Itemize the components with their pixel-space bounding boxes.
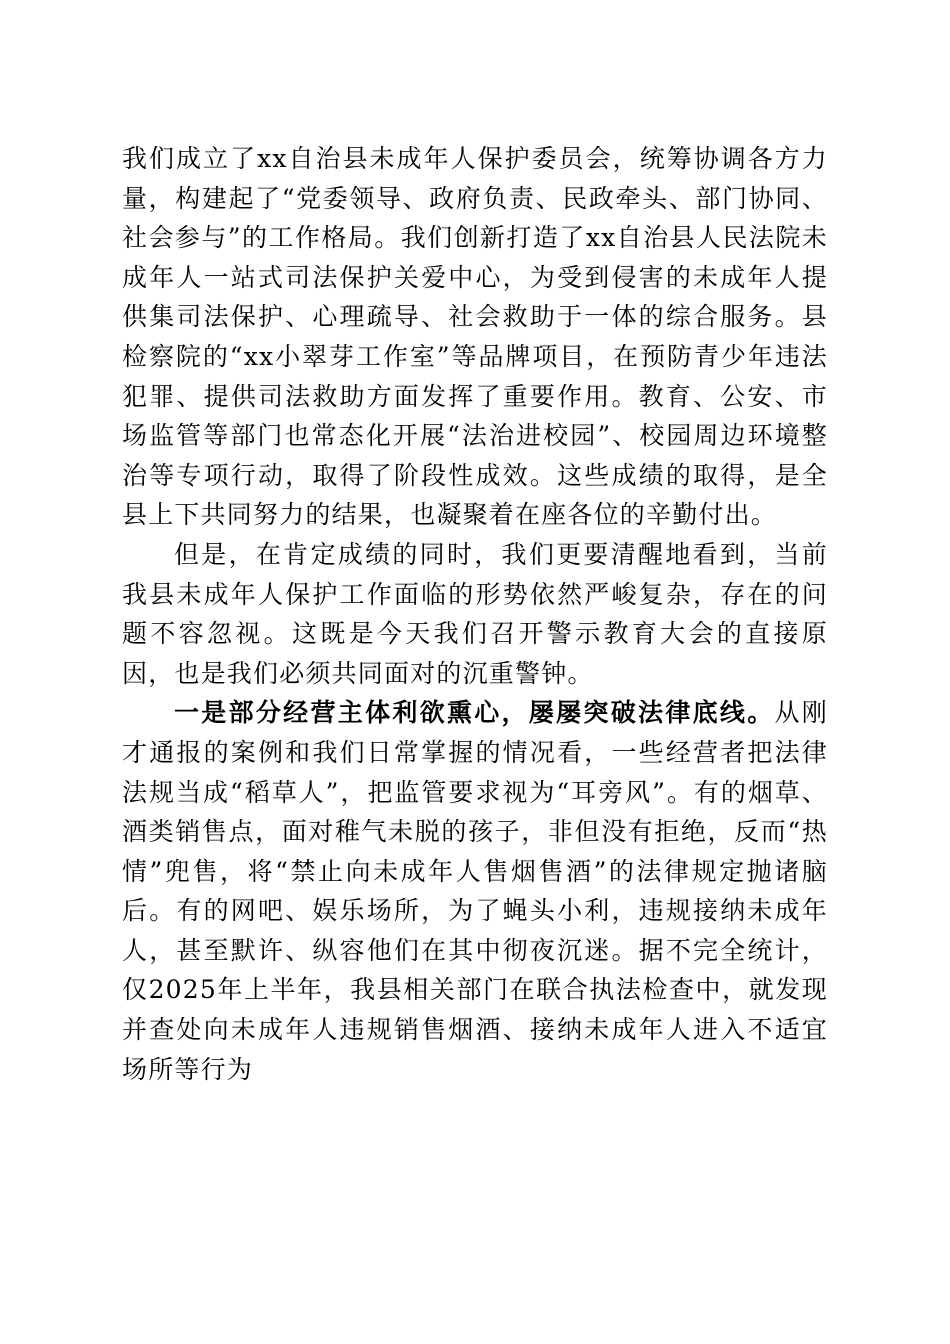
paragraph-2: 但是，在肯定成绩的同时，我们更要清醒地看到，当前我县未成年人保护工作面临的形势依然严峻复杂，存在的问题不容忽视。这既是今天我们召开警示教育大会的直接原因，也是我们必须共同面对的沉重警钟。: [122, 539, 828, 688]
paragraph-3-body: 从刚才通报的案例和我们日常掌握的情况看，一些经营者把法律法规当成“稻草人”，把监管要求视为“耳旁风”。有的烟草、酒类销售点，面对稚气未脱的孩子，非但没有拒绝，反而“热情”兜售，将“禁止向未成年人售烟售酒”的法律规定抛诸脑后。有的网吧、娱乐场所，为了蝇头小利，违规接纳未成年人，甚至默许、纵容他们在其中彻夜沉迷。据不完全统计，仅2025年上半年，我县相关部门在联合执法检查中，就发现并查处向未成年人违规销售烟酒、接纳未成年人进入不适宜场所等行为: [122, 698, 828, 1084]
paragraph-3-heading: 一是部分经营主体利欲熏心，屡屡突破法律底线。: [174, 698, 775, 728]
paragraph-1: 我们成立了xx自治县未成年人保护委员会，统筹协调各方力量，构建起了“党委领导、政府负责、民政牵头、部门协同、社会参与”的工作格局。我们创新打造了xx自治县人民法院未成年人一站式司法保护关爱中心，为受到侵害的未成年人提供集司法保护、心理疏导、社会救助于一体的综合服务。县检察院的“xx小翠芽工作室”等品牌项目，在预防青少年违法犯罪、提供司法救助方面发挥了重要作用。教育、公安、市场监管等部门也常态化开展“法治进校园”、校园周边环境整治等专项行动，取得了阶段性成效。这些成绩的取得，是全县上下共同努力的结果，也凝聚着在座各位的辛勤付出。: [122, 144, 828, 530]
document-page: [122, 139, 828, 1089]
paragraph-3: [122, 693, 828, 1089]
